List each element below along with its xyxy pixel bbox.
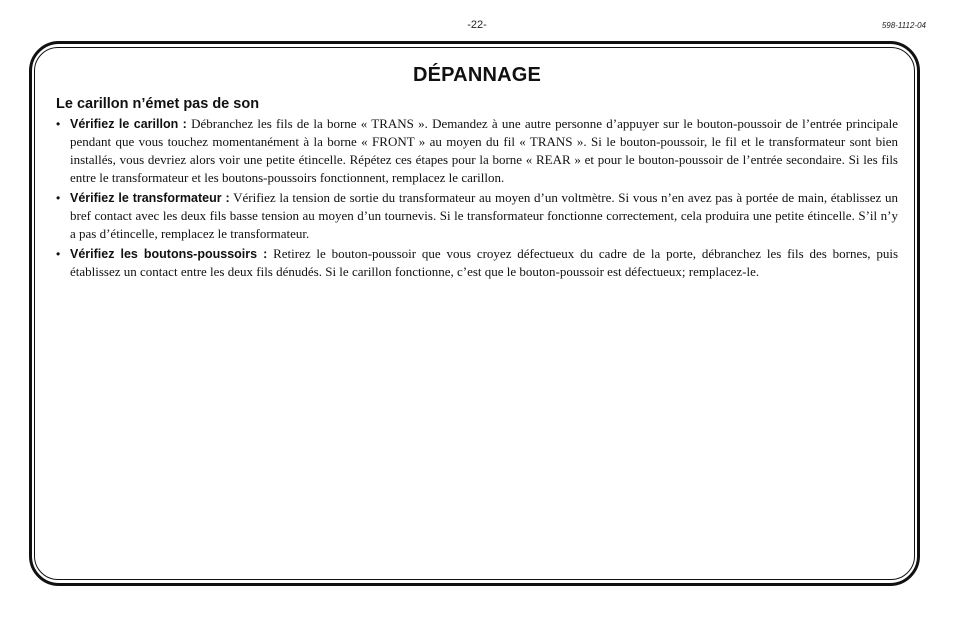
troubleshooting-section [56, 62, 898, 283]
document-code: 598-1112-04 [881, 21, 926, 30]
problem-heading: Le carillon n’émet pas de son [56, 96, 260, 112]
bullet-icon: • [56, 117, 61, 131]
item-lead: Vérifiez le carillon : [70, 117, 187, 131]
page-number: -22- [467, 19, 487, 31]
list-item-check-chime [56, 115, 898, 187]
item-text: Débranchez les fils de la borne « TRANS ». Demandez à une autre personne d’appuyer sur le bouton-poussoir de l’entrée principale pendant que vous touchez momentanément à la borne « FRONT » au moyen du fil « TRANS ». Si le bouton-poussoir, le fil et le transformateur sont bien installés, vous devriez alors voir une petite étincelle. Répétez ces étapes pour la borne « REAR » et pour le bouton-poussoir de l’entrée secondaire. Si les fils entre le transformateur et les boutons-poussoirs fonctionnent, remplacez le carillon. [70, 116, 898, 185]
list-item-check-transformer [56, 189, 898, 243]
section-title: DÉPANNAGE [412, 64, 542, 86]
list-item-check-pushbuttons [56, 245, 898, 281]
item-lead: Vérifiez le transformateur : [70, 191, 230, 205]
bullet-icon: • [56, 247, 61, 261]
check-list [56, 115, 898, 281]
item-text: Retirez le bouton-poussoir que vous croyez défectueux du cadre de la porte, débranchez les fils des bornes, puis établissez un contact entre les deux fils dénudés. Si le carillon fonctionne, c’est que le bouton-poussoir est défectueux; remplacez-le. [70, 246, 899, 279]
bullet-icon: • [56, 191, 61, 205]
item-lead: Vérifiez les boutons-poussoirs : [70, 247, 268, 261]
item-text: Vérifiez la tension de sortie du transformateur au moyen d’un voltmètre. Si vous n’en avez pas à portée de main, établissez un bref contact avec les deux fils basse tension au moyen d’un tournevis. Si le transformateur fonctionne correctement, cela produira une petite étincelle. S’il n’y a pas d’étincelle, remplacez le transformateur. [70, 190, 899, 241]
